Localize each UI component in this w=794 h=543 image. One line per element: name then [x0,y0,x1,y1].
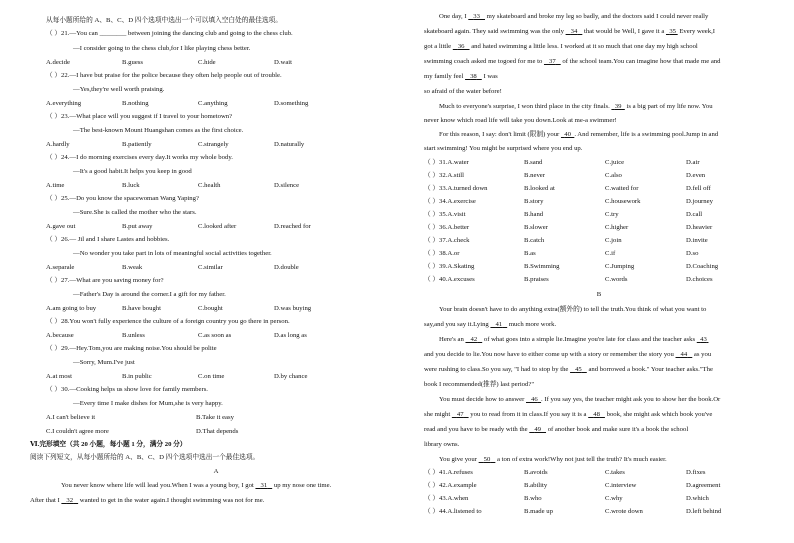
option: C.as soon as [198,332,232,339]
passage-a-line5: got a little 36 and hated swimming a little less. I worked at it so much that one day my high school [424,43,698,50]
q22-reply: —Yes,they're well worth praising. [73,86,165,93]
q24-reply: —It's a good habit.It helps you keep in good [73,168,192,175]
passage-b-line5: were rushing to class.So you say, "I had to stop by the 45 and borrowed a book." Your teacher asks."The [424,366,713,373]
blank-31[interactable]: 31 [260,482,268,489]
q33-options: （ ）33.A.turned down B.looked at C.waited for D.fell off [424,185,711,192]
q43-options: （ ）43.A.when B.who C.why D.which [424,495,709,502]
option: C.on time [198,373,225,380]
question-25: （ ）25.—Do you know the spacewoman Wang Yaping? [46,195,199,202]
option: C.strangely [198,141,229,148]
q23-options [46,140,366,149]
q41-options: （ ）41.A.refuses B.avoids C.takes D.fixes [424,469,706,476]
passage-a-line3: One day, I 33 my skateboard and broke my leg so badly, and the doctors said I could never really [439,13,709,20]
blank-34[interactable]: 34 [570,28,578,35]
q26-options [46,263,366,272]
blank-41[interactable]: 41 [495,321,503,328]
option: B.nothing [122,100,149,107]
blank-33[interactable]: 33 [473,13,480,20]
passage-b-label: B [596,291,602,298]
q29-reply: —Sorry, Mum.I've just [73,359,135,366]
option: A.I can't believe it [46,414,96,421]
q27-reply: —Father's Day is around the corner.I a gift for my father. [73,291,226,298]
option: C.looked after [198,223,237,230]
instructions: 从每小题所给的 A、B、C、D 四个选项中选出一个可以填入空白处的最佳选项。 [46,17,282,24]
option: A.gave out [46,223,76,230]
option: A.everything [46,100,82,107]
option: A.at most [46,373,73,380]
q37-options: （ ）37.A.check B.catch C.join D.invite [424,237,708,244]
blank-49[interactable]: 49 [534,426,541,433]
q42-options: （ ）42.A.example B.ability C.interview D.agreement [424,482,721,489]
option: B.in public [122,373,152,380]
q36-options: （ ）36.A.better B.slower C.higher D.heavier [424,224,713,231]
q25-options [46,222,366,231]
passage-a-line7: my family feel 38 I was [424,73,498,80]
q35-options: （ ）35.A.visit B.hand C.try D.call [424,211,703,218]
q23-reply: —The best-known Mount Huangshan comes as the first choice. [73,127,244,134]
q38-options: （ ）38.A.or B.as C.if D.so [424,250,699,257]
option: C.health [198,182,221,189]
passage-a-line10: never know which road life will take you down.Look at me-a swimmer! [424,117,617,124]
blank-32[interactable]: 32 [66,497,74,504]
blank-44[interactable]: 44 [680,351,688,358]
blank-36[interactable]: 36 [457,43,465,50]
question-22: （ ）22.—I have but praise for the police because they often help people out of trouble. [46,72,282,79]
passage-a-line9: Much to everyone's surprise, I won third place in the city finals. 39 is a big part of my life now. You [439,103,713,110]
option: C.bought [198,305,223,312]
option: A.because [46,332,74,339]
passage-b-line2: say,and you say it.Lying 41 much more work. [424,321,557,328]
passage-b-line1: Your brain doesn't have to do anything extra(额外的) to tell the truth.You think of what you want to [439,306,707,313]
blank-38[interactable]: 38 [470,73,477,80]
q32-options: （ ）32.A.still B.never C.also D.even [424,172,706,179]
q26-reply: —No wonder you take part in lots of meaningful social activities together. [73,250,272,257]
option: A.am going to buy [46,305,97,312]
section-title: Ⅵ.完形填空（共 20 小题，每小题 1 分，满分 20 分） [30,441,187,448]
blank-46[interactable]: 46 [531,396,538,403]
q21-options [46,58,366,67]
question-23: （ ）23.—What place will you suggest if I travel to your hometown? [46,113,233,120]
option: D.double [274,264,299,271]
option: B.put away [122,223,153,230]
passage-b-line9: read and you have to be ready with the 49 of another book and make sure it's a book the school [424,426,689,433]
passage-a-line12: start swimming! You might be surprised where you end up. [424,145,583,152]
blank-35[interactable]: 35 [669,28,676,35]
blank-43[interactable]: 43 [700,336,707,343]
option: C.hide [198,59,216,66]
option: D.wait [274,59,293,66]
question-21: （ ）21.—You can ________ between joining the dancing club and going to the chess club. [46,30,293,37]
passage-a-line8: so afraid of the water before! [424,88,502,95]
blank-47[interactable]: 47 [456,411,464,418]
q22-options [46,99,366,108]
passage-a-line6: swimming coach asked me togoed for me to 37 of the school team.You can imagine how that made me and [424,58,721,65]
q24-options [46,181,366,190]
option: B.guess [122,59,143,66]
blank-39[interactable]: 39 [614,103,622,110]
q29-options [46,372,366,381]
q21-reply: —I consider going to the chess club,for I like playing chess better. [73,45,251,52]
question-26: （ ）26.— Jil and I share Lastes and hobbies. [46,236,170,243]
option: D.as long as [274,332,307,339]
question-29: （ ）29.—Hey.Tom,you are making noise.You should be polite [46,345,217,352]
option: D.was buying [274,305,312,312]
q34-options: （ ）34.A.exercise B.story C.housework D.journey [424,198,713,205]
option: D.That depends [196,428,239,435]
blank-50[interactable]: 50 [483,456,491,463]
option: A.hardly [46,141,70,148]
passage-b-line7: You must decide how to answer 46 . If you say yes, the teacher might ask you to show her the book.Or [439,396,721,403]
blank-37[interactable]: 37 [549,58,556,65]
passage-a-line4: skateboard again. They said swimming was the only 34 that would be Well, I gave it a 35 Every week,I [424,28,715,35]
option: A.separale [46,264,75,271]
q44-options: （ ）44.A.listened to B.made up C.wrote down D.left behind [424,508,722,515]
blank-40[interactable]: 40 [564,131,571,138]
q39-options: （ ）39.A.Skating B.Swimming C.Jumping D.Coaching [424,263,719,270]
option: C.similar [198,264,223,271]
q31-options: （ ）31.A.water B.sand C.juice D.air [424,159,700,166]
section-instructions: 阅读下列短文，从每小题所给的 A、B、C、D 四个选项中选出一个最佳选项。 [30,454,260,461]
option: D.by chance [274,373,308,380]
passage-a-line2: After that I 32 wanted to get in the water again.I thought swimming was not for me. [30,497,265,504]
q30-reply: —Every time I make dishes for Mum,she is very happy. [73,400,223,407]
question-24: （ ）24.—I do morning exercises every day.It works my whole body. [46,154,233,161]
blank-48[interactable]: 48 [593,411,600,418]
option: D.naturally [274,141,305,148]
option: D.silence [274,182,300,189]
option: C.anything [198,100,228,107]
passage-b-line4: and you decide to lie.You now have to either come up with a story or remember the story you 44 as you [424,351,712,358]
q28-options [46,331,366,340]
passage-b-line10: library owns. [424,441,460,448]
option: D.something [274,100,309,107]
blank-45[interactable]: 45 [575,366,582,373]
question-30: （ ）30.—Cooking helps us show love for family members. [46,386,208,393]
question-28: （ ）28.You won't fully experience the culture of a foreign country you go there in person. [46,318,290,325]
option: C.I couldn't agree more [46,428,109,435]
option: B.Take it easy [196,414,234,421]
passage-b-line6: book I recommended(推荐) last period?" [424,381,535,388]
option: B.patiently [122,141,152,148]
passage-a-line1: You never know where life will lead you.When I was a young boy, I got 31 up my nose one time. [61,482,332,489]
option: A.decide [46,59,70,66]
passage-a-line11: For this reason, I say: don't limit (限制) your 40 . And remember, life is a swimming pool.Jump in and [439,131,719,138]
q25-reply: —Sure.She is called the mother who the stars. [73,209,197,216]
q40-options: （ ）40.A.excuses B.praises C.words D.choices [424,276,713,283]
option: B.weak [122,264,143,271]
option: A.time [46,182,65,189]
option: D.reached for [274,223,311,230]
question-27: （ ）27.—What are you saving money for? [46,277,164,284]
passage-b-line11: You give your 50 a ton of extra work!Why not just tell the truth? It's much easier. [439,456,667,463]
q27-options [46,304,366,313]
option: B.have bought [122,305,162,312]
passage-b-line3: Here's an 42 of what goes into a simple lie.Imagine you're late for class and the teacher asks 43 [439,336,707,343]
option: B.luck [122,182,140,189]
blank-42[interactable]: 42 [470,336,478,343]
passage-b-line8: she might 47 you to read from it in class.If you say it is a 48 book, she might ask which book you've [424,411,713,418]
option: B.unless [122,332,145,339]
passage-a-label: A [213,468,219,475]
